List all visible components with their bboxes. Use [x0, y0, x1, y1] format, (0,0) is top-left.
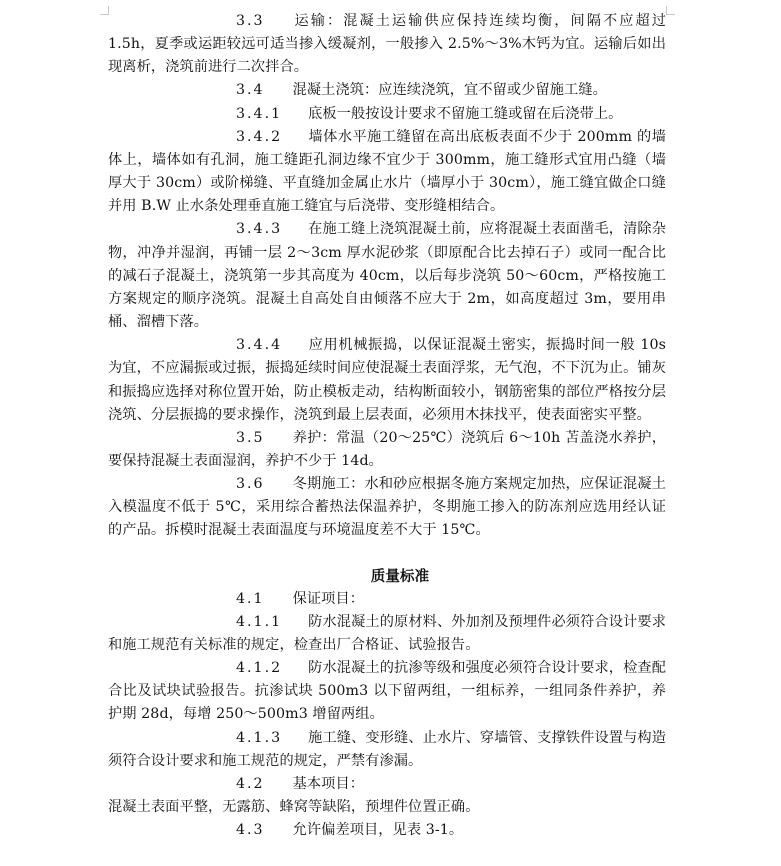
paragraph-3-5: [108, 427, 666, 473]
paragraph-3-4-2: [108, 126, 666, 219]
section-number: 3.4.1: [236, 105, 283, 122]
paragraph-text: 应用机械振捣，以保证混凝土密实，振捣时间一般 10s 为宜，不应漏振或过振，振捣延续时间应使混凝土表面浮浆，无气泡，不下沉为止。铺灰和振捣应选择对称位置开始，防止模板走动，结构断面较小，钢筋密集的部位严格按分层浇筑、分层振捣的要求操作，浇筑到最上层表面，必须用木抹找平，使表面密实平整。: [108, 337, 666, 423]
paragraph-4-1-2: [108, 657, 666, 726]
section-number: 4.3: [236, 822, 265, 839]
paragraph-4-1-3: [108, 727, 666, 773]
paragraph-basic-item: [108, 796, 666, 819]
section-number: 3.4: [236, 82, 265, 99]
paragraph-text: 在施工缝上浇筑混凝土前，应将混凝土表面凿毛，清除杂物，冲净并湿润，再铺一层 2～3cm 厚水泥砂浆（即原配合比去掉石子）或同一配合比的减石子混凝土，浇筑第一步其高度为 40cm，以后每步浇筑 50～60cm，严格按施工方案规定的顺序浇筑。混凝土自高处自由倾落不应大于 2m，如高度超过 3m，要用串桶、溜槽下落。: [108, 221, 666, 331]
paragraph-3-6: [108, 473, 666, 542]
paragraph-text: 冬期施工：水和砂应根据冬施方案规定加热，应保证混凝土入模温度不低于 5℃，采用综合蓄热法保温养护，冬期施工掺入的防冻剂应选用经认证的产品。拆模时混凝土表面温度与环境温度差不大于 15℃。: [108, 476, 666, 539]
section-number: 3.6: [236, 476, 265, 493]
paragraph-3-4-1: [108, 103, 666, 126]
paragraph-4-1: [108, 588, 666, 611]
paragraph-text: 墙体水平施工缝留在高出底板表面不少于 200mm 的墙体上，墙体如有孔洞，施工缝距孔洞边缘不宜少于 300mm，施工缝形式宜用凸缝（墙厚大于 30cm）或阶梯缝、平直缝加金属止水片（墙厚小于 30cm），施工缝宜做企口缝并用 B.W 止水条处理垂直施工缝宜与后浇带、变形缝相结合。: [108, 128, 666, 215]
paragraph-4-2: [108, 773, 666, 796]
paragraph-text: 允许偏差项目，见表 3-1。: [292, 822, 464, 839]
paragraph-text: 保证项目：: [292, 590, 365, 607]
paragraph-3-4-3: [108, 218, 666, 334]
section-heading-quality-standard: 质量标准: [370, 567, 430, 585]
section-number: 3.4.2: [236, 128, 283, 145]
paragraph-text: 防水混凝土的原材料、外加剂及预埋件必须符合设计要求和施工规范有关标准的规定，检查出厂合格证、试验报告。: [108, 613, 666, 653]
paragraph-text: 基本项目：: [292, 775, 365, 792]
paragraph-text: 运输：混凝土运输供应保持连续均衡，间隔不应超过 1.5h，夏季或运距较远可适当掺入缓凝剂，一般掺入 2.5%～3%木钙为宜。运输后如出现离析，浇筑前进行二次拌合。: [108, 13, 666, 76]
paragraph-text: 底板一般按设计要求不留施工缝或留在后浇带上。: [308, 105, 623, 122]
paragraph-3-4: [108, 79, 666, 102]
section-number: 3.4.3: [236, 221, 283, 238]
section-number: 3.3: [236, 13, 265, 29]
page-corner-mark-right: [666, 6, 675, 15]
paragraph-4-1-1: [108, 611, 666, 657]
paragraph-4-3: [108, 819, 666, 842]
paragraph-text: 施工缝、变形缝、止水片、穿墙管、支撑铁件设置与构造须符合设计要求和施工规范的规定，严禁有渗漏。: [108, 729, 666, 769]
section-number: 4.1.1: [236, 613, 283, 630]
section-number: 4.1: [236, 590, 265, 607]
section-number: 4.2: [236, 775, 265, 792]
section-number: 3.5: [236, 429, 265, 446]
paragraph-text: 防水混凝土的抗渗等级和强度必须符合设计要求，检查配合比及试块试验报告。抗渗试块 500m3 以下留两组，一组标养，一组同条件养护，养护期 28d，每增 250～500m3 增留两组。: [108, 660, 666, 723]
paragraph-3-3: [108, 10, 666, 79]
paragraph-text: 养护：常温（20～25℃）浇筑后 6～10h 苫盖浇水养护，要保持混凝土表面湿润，养护不少于 14d。: [108, 429, 666, 469]
paragraph-text: 混凝土浇筑：应连续浇筑，宜不留或少留施工缝。: [292, 82, 607, 99]
paragraph-3-4-4: [108, 334, 666, 427]
document-body[interactable]: [108, 10, 666, 842]
section-number: 4.1.2: [236, 660, 283, 677]
paragraph-text: 混凝土表面平整，无露筋、蜂窝等缺陷，预埋件位置正确。: [108, 799, 480, 815]
section-number: 3.4.4: [236, 337, 283, 354]
section-number: 4.1.3: [236, 729, 283, 746]
